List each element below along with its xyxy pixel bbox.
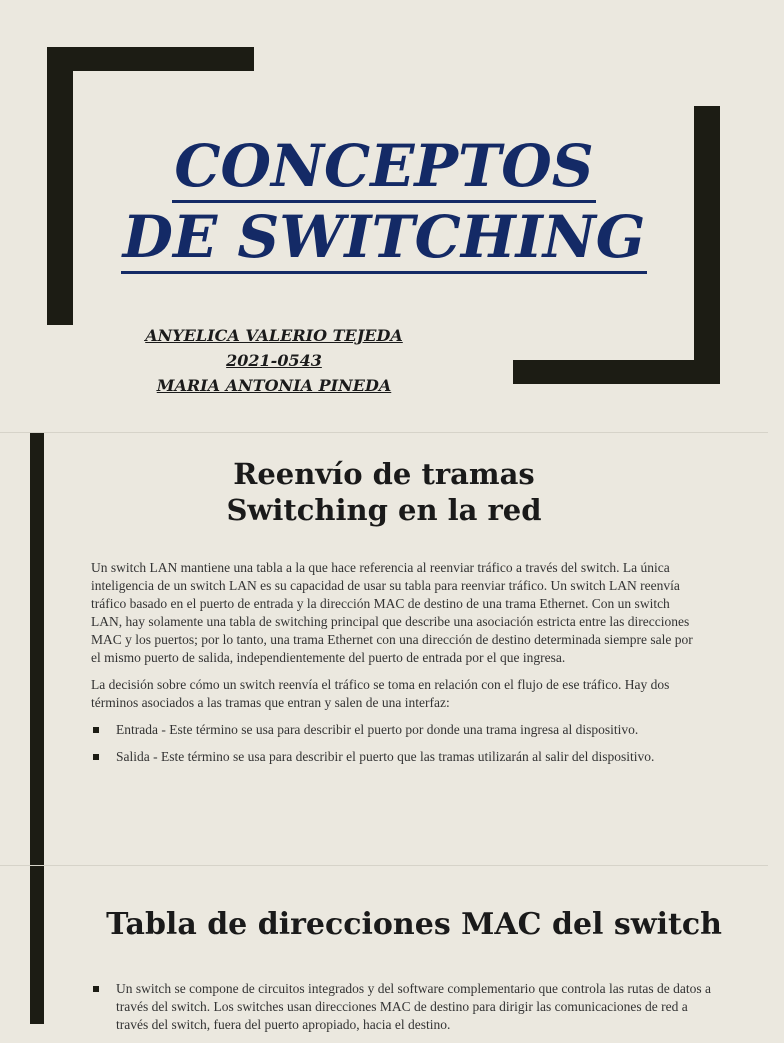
bullet-switch-composition: Un switch se compone de circuitos integrados y del software complementario que controla las rutas de datos a través del switch. Los switches usan direcciones MAC de destino para dirigir las comunicaciones de red a través del switch, fuera del puerto apropiado, hacia el destino. <box>91 980 711 1034</box>
frame-forwarding-slide <box>0 433 768 865</box>
title-line-1: CONCEPTOS <box>172 132 595 203</box>
slide-body <box>91 980 711 1043</box>
paragraph-switch-table: Un switch LAN mantiene una tabla a la que hace referencia al reenviar tráfico a través del switch. La única inteligencia de un switch LAN es su capacidad de usar su tabla para reenviar tráfico. Un switch LAN reenvía tráfico basado en el puerto de entrada y la dirección MAC de destino de una trama Ethernet. Con un switch LAN, hay solamente una tabla de switching principal que describe una asociación estricta entre las direcciones MAC y los puertos; por lo tanto, una trama Ethernet con una dirección de destino determinada siempre sale por el mismo puerto de salida, independientemente del puerto de entrada por el que ingresa. <box>91 560 693 665</box>
heading-line-2: Switching en la red <box>226 493 542 527</box>
presentation-title <box>0 132 768 274</box>
heading-line-1: Reenvío de tramas <box>233 457 535 491</box>
author-name-1: ANYELICA VALERIO TEJEDA <box>145 326 403 345</box>
bullet-entrada: Entrada - Este término se usa para describir el puerto por donde una trama ingresa al dispositivo. <box>91 721 699 739</box>
slide-heading <box>60 456 708 528</box>
left-accent-bar <box>30 433 44 865</box>
title-line-2: DE SWITCHING <box>121 203 648 274</box>
title-slide <box>0 0 768 432</box>
authors-block <box>90 323 458 398</box>
corner-bracket-top-left <box>47 47 254 71</box>
slide-heading: Tabla de direcciones MAC del switch <box>106 907 722 942</box>
slide-body <box>91 559 699 775</box>
bullet-list <box>91 980 711 1034</box>
author-name-2: MARIA ANTONIA PINEDA <box>156 376 392 395</box>
mac-table-slide <box>0 866 768 1032</box>
paragraph-forwarding-decision: La decisión sobre cómo un switch reenvía el tráfico se toma en relación con el flujo de ese tráfico. Hay dos términos asociados a las tramas que entran y salen de una interfaz: <box>91 677 670 710</box>
bullet-salida: Salida - Este término se usa para describir el puerto que las tramas utilizarán al salir del dispositivo. <box>91 748 699 766</box>
bullet-list <box>91 721 699 766</box>
student-id: 2021-0543 <box>226 351 322 370</box>
corner-bracket-bottom-right <box>513 360 720 384</box>
left-accent-bar <box>30 866 44 1024</box>
